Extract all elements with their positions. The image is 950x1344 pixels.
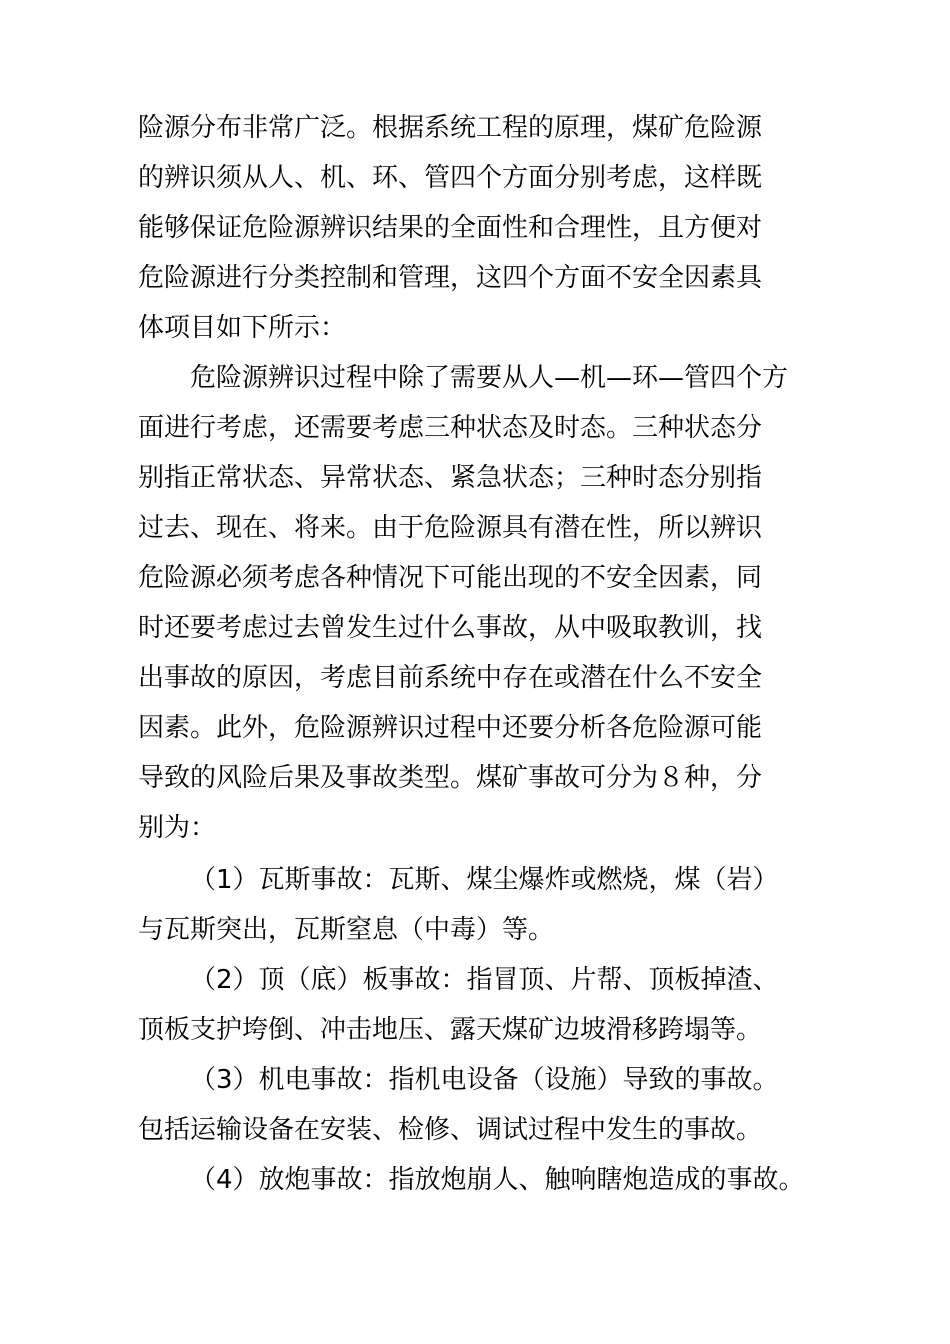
list-item-3-line: 包括运输设备在安装、检修、调试过程中发生的事故。 (138, 1115, 763, 1145)
text-line: 危险源进行分类控制和管理，这四个方面不安全因素具 (138, 263, 763, 293)
list-item-1-line: 与瓦斯突出，瓦斯窒息（中毒）等。 (138, 915, 555, 945)
text-line: 别为： (138, 813, 217, 843)
text-line: 险源分布非常广泛。根据系统工程的原理，煤矿危险源 (138, 113, 763, 143)
text-line: 出事故的原因，考虑目前系统中存在或潜在什么不安全 (138, 663, 763, 693)
text-line: 别指正常状态、异常状态、紧急状态；三种时态分别指 (138, 463, 763, 493)
list-item-2-line: （2）顶（底）板事故：指冒顶、片帮、顶板掉渣、 (190, 965, 779, 995)
text-line: 时还要考虑过去曾发生过什么事故，从中吸取教训，找 (138, 613, 763, 643)
paragraph-start-line: 危险源辨识过程中除了需要从人—机—环—管四个方 (190, 363, 789, 393)
list-item-1-line: （1）瓦斯事故：瓦斯、煤尘爆炸或燃烧，煤（岩） (190, 865, 779, 895)
text-line: 面进行考虑，还需要考虑三种状态及时态。三种状态分 (138, 413, 763, 443)
text-line: 能够保证危险源辨识结果的全面性和合理性，且方便对 (138, 213, 763, 243)
list-item-4-line: （4）放炮事故：指放炮崩人、触响瞎炮造成的事故。 (190, 1165, 805, 1195)
text-line: 的辨识须从人、机、环、管四个方面分别考虑，这样既 (138, 163, 763, 193)
text-line: 因素。此外，危险源辨识过程中还要分析各危险源可能 (138, 713, 763, 743)
list-item-2-line: 顶板支护垮倒、冲击地压、露天煤矿边坡滑移跨塌等。 (138, 1015, 763, 1045)
text-line: 危险源必须考虑各种情况下可能出现的不安全因素，同 (138, 563, 763, 593)
text-line: 体项目如下所示： (138, 313, 347, 343)
list-item-3-line: （3）机电事故：指机电设备（设施）导致的事故。 (190, 1065, 779, 1095)
text-line: 导致的风险后果及事故类型。煤矿事故可分为８种，分 (138, 763, 763, 793)
text-line: 过去、现在、将来。由于危险源具有潜在性，所以辨识 (138, 513, 763, 543)
